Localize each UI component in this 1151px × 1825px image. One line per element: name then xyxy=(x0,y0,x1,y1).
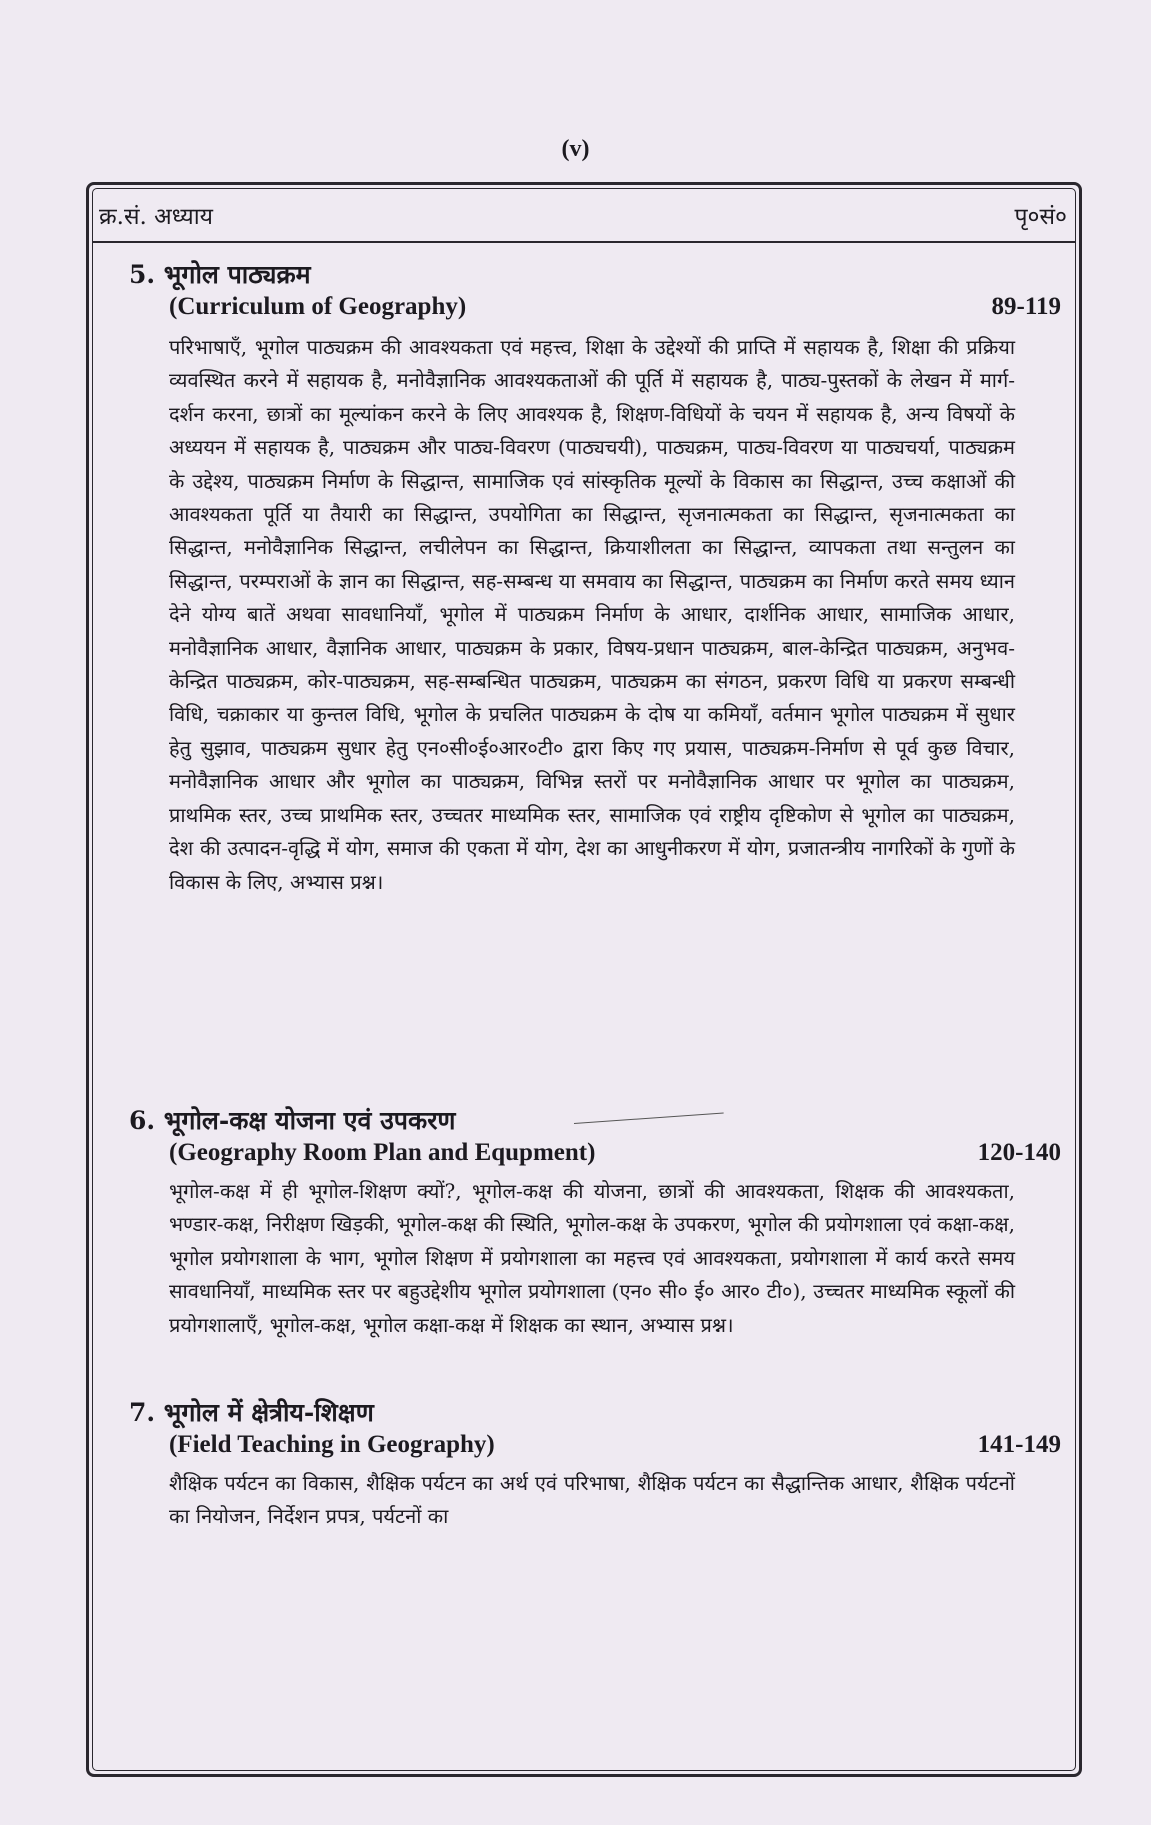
chapter-english-title: (Field Teaching in Geography) xyxy=(169,1431,495,1458)
page-number: (v) xyxy=(561,136,590,162)
page-number-heading: पृ०सं० xyxy=(1014,204,1067,230)
chapter-topics: भूगोल-कक्ष में ही भूगोल-शिक्षण क्यों?, भूगोल-कक्ष की योजना, छात्रों की आवश्यकता, शिक्षक की आवश्यकता, भण्डार-कक्ष, निरीक्षण खिड़की, भूगोल-कक्ष की स्थिति, भूगोल-कक्ष के उपकरण, भूगोल की प्रयोगशाला एवं कक्षा-कक्ष, भूगोल प्रयोगशाला के भाग, भूगोल शिक्षण में प्रयोगशाला का महत्त्व एवं आवश्यकता, प्रयोगशाला में कार्य करते समय सावधानियाँ, माध्यमिक स्तर पर बहुउद्देशीय भूगोल प्रयोगशाला (एन० सी० ई० आर० टी०), उच्चतर माध्यमिक स्कूलों की प्रयोगशालाएँ, भूगोल-कक्ष, भूगोल कक्षा-कक्ष में शिक्षक का स्थान, अभ्यास प्रश्न। xyxy=(169,1179,1015,1337)
pen-mark xyxy=(574,1113,724,1124)
serial-chapter-heading: क्र.सं. अध्याय xyxy=(99,204,214,230)
table-of-contents xyxy=(86,182,1082,1777)
chapter-page-range: 89-119 xyxy=(991,293,1061,320)
toc-header xyxy=(99,195,1067,235)
header-divider xyxy=(93,241,1075,243)
chapter-page-range: 120-140 xyxy=(977,1139,1061,1166)
chapter-english-title: (Geography Room Plan and Equpment) xyxy=(169,1139,596,1166)
chapter-english-title: (Curriculum of Geography) xyxy=(169,293,467,320)
chapter-title: 7. भूगोल में क्षेत्रीय-शिक्षण xyxy=(129,1398,374,1427)
chapter-title: 6. भूगोल-कक्ष योजना एवं उपकरण xyxy=(129,1106,456,1135)
chapter-topics: परिभाषाएँ, भूगोल पाठ्यक्रम की आवश्यकता एवं महत्त्व, शिक्षा के उद्देश्यों की प्राप्ति में सहायक है, शिक्षा की प्रक्रिया व्यवस्थित करने में सहायक है, मनोवैज्ञानिक आवश्यकताओं की पूर्ति में सहायक है, पाठ्य-पुस्तकों के लेखन में मार्ग-दर्शन करना, छात्रों का मूल्यांकन करने के लिए आवश्यक है, शिक्षण-विधियों के चयन में सहायक है, अन्य विषयों के अध्ययन में सहायक है, पाठ्यक्रम और पाठ्य-विवरण (पाठ्यचयी), पाठ्यक्रम, पाठ्य-विवरण या पाठ्यचर्या, पाठ्यक्रम के उद्देश्य, पाठ्यक्रम निर्माण के सिद्धान्त, सामाजिक एवं सांस्कृतिक मूल्यों के विकास का सिद्धान्त, उच्च कक्षाओं की आवश्यकता पूर्ति या तैयारी का सिद्धान्त, उपयोगिता का सिद्धान्त, सृजनात्मकता का सिद्धान्त, सृजनात्मकता का सिद्धान्त, मनोवैज्ञानिक सिद्धान्त, लचीलेपन का सिद्धान्त, क्रियाशीलता का सिद्धान्त, व्यापकता तथा सन्तुलन का सिद्धान्त, परम्पराओं के ज्ञान का सिद्धान्त, सह-सम्बन्ध या समवाय का सिद्धान्त, पाठ्यक्रम का निर्माण करते समय ध्यान देने योग्य बातें अथवा सावधानियाँ, भूगोल में पाठ्यक्रम निर्माण के आधार, दार्शनिक आधार, सामाजिक आधार, मनोवैज्ञानिक आधार, वैज्ञानिक आधार, पाठ्यक्रम के प्रकार, विषय-प्रधान पाठ्यक्रम, बाल-केन्द्रित पाठ्यक्रम, अनुभव-केन्द्रित पाठ्यक्रम, कोर-पाठ्यक्रम, सह-सम्बन्धित पाठ्यक्रम, पाठ्यक्रम का संगठन, प्रकरण विधि या प्रकरण सम्बन्धी विधि, चक्राकार या कुन्तल विधि, भूगोल के प्रचलित पाठ्यक्रम के दोष या कमियाँ, वर्तमान भूगोल पाठ्यक्रम में सुधार हेतु सुझाव, पाठ्यक्रम सुधार हेतु एन०सी०ई०आर०टी० द्वारा किए गए प्रयास, पाठ्यक्रम-निर्माण से पूर्व कुछ विचार, मनोवैज्ञानिक आधार और भूगोल का पाठ्यक्रम, विभिन्न स्तरों पर मनोवैज्ञानिक आधार पर भूगोल का पाठ्यक्रम, प्राथमिक स्तर, उच्च प्राथमिक स्तर, उच्चतर माध्यमिक स्तर, सामाजिक एवं राष्ट्रीय दृष्टिकोण से भूगोल का पाठ्यक्रम, देश की उत्पादन-वृद्धि में योग, समाज की एकता में योग, देश का आधुनीकरण में योग, प्रजातन्त्रीय नागरिकों के गुणों के विकास के लिए, अभ्यास प्रश्न। xyxy=(169,335,1015,894)
chapter-page-range: 141-149 xyxy=(977,1431,1061,1458)
chapter-title: 5. भूगोल पाठ्यक्रम xyxy=(129,260,311,289)
chapter-topics: शैक्षिक पर्यटन का विकास, शैक्षिक पर्यटन का अर्थ एवं परिभाषा, शैक्षिक पर्यटन का सैद्धान्तिक आधार, शैक्षिक पर्यटनों का नियोजन, निर्देशन प्रपत्र, पर्यटनों का xyxy=(169,1471,1015,1529)
